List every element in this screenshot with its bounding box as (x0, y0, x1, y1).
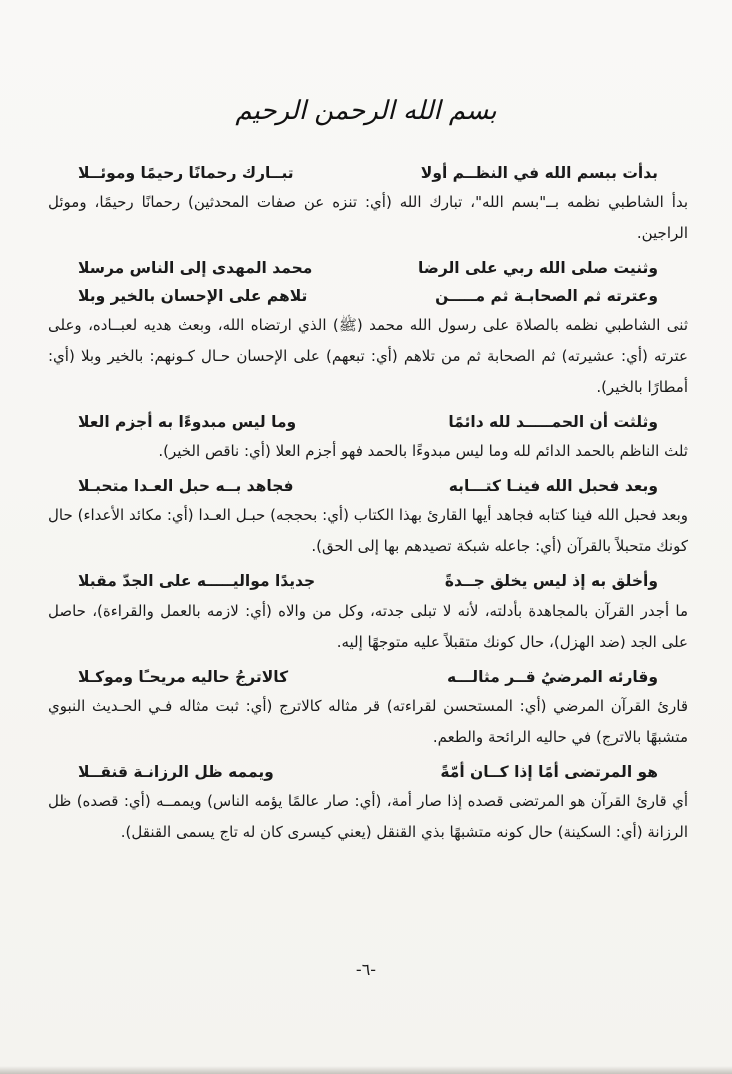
verse-second-hemistich: ويممه ظل الرزانـة قنقــلا (78, 762, 274, 781)
verse-line (48, 568, 688, 593)
page-number: -٦- (355, 960, 377, 979)
verse-second-hemistich: تبــارك رحمانًا رحيمًا وموئــلا (78, 164, 294, 182)
verse-first-hemistich: وثلثت أن الحمـــــد لله دائمًا (448, 412, 658, 431)
verse-first-hemistich: وقارئه المرضيُ قــر مثالـــه (446, 667, 658, 686)
verse-line (48, 409, 688, 434)
commentary-paragraph: أي قارئ القرآن هو المرتضى قصده إذا صار أمة، (أي: صار عالمًا يؤمه الناس) ويممــه (أي: قصده) ظل الرزانة (أي: السكينة) حال كونه متشبهًا بذي القنقل (يعني كيسرى كان له تاج يسمى القنقل). (48, 792, 688, 841)
commentary-paragraph: قارئ القرآن المرضي (أي: المستحسن لقراءته) قر مثاله كالاترج (أي: ثبت مثاله فـي الحـديث النبوي متشبهًا بالاترج) في حاليه الرائحة والطعم. (48, 696, 688, 746)
commentary-paragraph: ثنى الشاطبي نظمه بالصلاة على رسول الله محمد (ﷺ) الذي ارتضاه الله، وبعث هديه لعبــاده، وعلى عترته (أي: عشيرته) ثم الصحابة ثم من تلاهم (أي: تبعهم) على الإحسان حـال كـونهم: بالخير وبلا (أي: أمطارًا بالخير). (48, 315, 688, 396)
verse-line (48, 283, 688, 308)
verse-second-hemistich: فجاهد بــه حبل العـدا متحبـلا (78, 477, 294, 495)
verse-second-hemistich: جديدًا مواليـــــه على الجدّ مقبلا (78, 572, 316, 591)
verse-second-hemistich: كالاترجُ حاليه مريحـًا وموكـلا (78, 667, 289, 686)
verse-second-hemistich: وما ليس مبدوءًا به أجزم العلا (78, 412, 297, 431)
verse-first-hemistich: وعترته ثم الصحابـة ثم مـــــن (435, 286, 658, 305)
page-content (48, 160, 688, 854)
page-edge-shadow (0, 1066, 732, 1074)
verse-line (48, 255, 688, 280)
verse-second-hemistich: محمد المهدى إلى الناس مرسلا (78, 259, 313, 278)
verse-line (48, 473, 688, 498)
commentary-paragraph: ما أجدر القرآن بالمجاهدة بأدلته، لأنه لا تبلى جدته، وكل من والاه (أي: لازمه بالعمل والقراءة)، حاصل على الجد (ضد الهزل)، حال كونك متقبلاً عليه متوجهًا إليه. (48, 601, 688, 651)
commentary-paragraph: بدأ الشاطبي نظمه بــ"بسم الله"، تبارك الله (أي: تنزه عن صفات المحدثين) رحمانًا رحيمًا، وموئل الراجين. (48, 193, 688, 243)
verse-first-hemistich: وأخلق به إذ ليس يخلق جــدةً (444, 572, 658, 591)
verse-first-hemistich: وثنيت صلى الله ربي على الرضا (418, 259, 658, 278)
commentary-paragraph: وبعد فحبل الله فينا كتابه فجاهد أيها القارئ بهذا الكتاب (أي: بحججه) حبـل العـدا (أي: مكائد الأعداء) حال كونك متحبلاً بالقرآن (أي: جاعله شبكة تصيدهم بها إلى الحق). (48, 506, 688, 556)
verse-line (48, 759, 688, 784)
verse-first-hemistich: بدأت ببسم الله في النظــم أولا (420, 164, 658, 182)
verse-first-hemistich: هو المرتضى أمًا إذا كــان أمّةً (440, 762, 658, 781)
verse-line (48, 664, 688, 689)
basmala-heading: بسم الله الرحمن الرحيم (235, 96, 497, 126)
verse-line (48, 160, 688, 185)
verse-first-hemistich: وبعد فحبل الله فينـا كتـــابه (448, 477, 658, 495)
commentary-paragraph: ثلث الناظم بالحمد الدائم لله وما ليس مبدوءًا بالحمد فهو أجزم العلا (أي: ناقص الخير). (158, 442, 688, 460)
verse-second-hemistich: تلاهم على الإحسان بالخير وبلا (78, 286, 308, 305)
